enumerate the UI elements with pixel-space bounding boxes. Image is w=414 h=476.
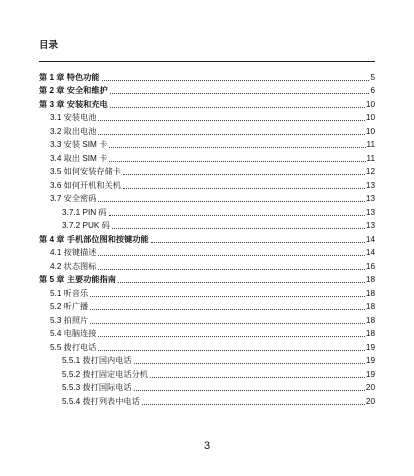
toc-entry-page: 18 (365, 275, 375, 284)
toc-entry[interactable] (39, 339, 375, 353)
page-title: 目录 (39, 40, 59, 51)
toc-entry[interactable] (39, 299, 375, 313)
toc-entry-page: 13 (365, 180, 375, 190)
toc-entry-label: 5.5.4 拨打列表中电话 (62, 396, 140, 406)
toc-entry-label: 第 3 章 安装和充电 (39, 99, 108, 109)
toc-dot-leader (98, 201, 364, 202)
toc-dot-leader (98, 120, 364, 121)
toc-entry[interactable] (39, 393, 375, 407)
toc-dot-leader (134, 390, 365, 391)
toc-dot-leader (123, 188, 365, 189)
toc-dot-leader (102, 80, 370, 81)
toc-dot-leader (90, 309, 365, 310)
toc-entry-label: 3.2 取出电池 (50, 126, 97, 136)
toc-entry-label: 5.4 电脑连接 (50, 329, 97, 338)
toc-entry-page: 11 (366, 153, 375, 163)
toc-entry[interactable] (39, 258, 375, 272)
toc-entry-label: 5.5.3 拨打国际电话 (62, 383, 132, 392)
toc-entry[interactable] (39, 150, 375, 164)
toc-entry-label: 3.1 安装电池 (50, 113, 97, 122)
toc-dot-leader (98, 134, 364, 135)
toc-entry-label: 4.1 按键描述 (50, 248, 97, 257)
toc-entry-page: 16 (365, 261, 375, 271)
toc-entry-label: 5.5.1 拨打国内电话 (62, 356, 132, 365)
toc-entry-page: 18 (365, 315, 375, 325)
toc-entry-label: 5.2 听广播 (50, 302, 89, 311)
toc-entry[interactable] (39, 231, 375, 245)
toc-entry-page: 11 (366, 140, 375, 149)
toc-entry-page: 10 (365, 99, 375, 109)
toc-entry-label: 3.7.2 PUK 码 (62, 221, 110, 230)
toc-entry-page: 18 (365, 302, 375, 311)
toc-dot-leader (98, 336, 364, 337)
toc-dot-leader (98, 350, 364, 351)
toc-dot-leader (110, 93, 370, 94)
toc-entry[interactable] (39, 353, 375, 367)
toc-entry[interactable] (39, 164, 375, 178)
toc-entry[interactable] (39, 380, 375, 394)
toc-entry-page: 19 (365, 369, 375, 379)
toc-dot-leader (109, 147, 365, 148)
table-of-contents (39, 69, 375, 407)
toc-entry-label: 3.5 如何安装存储卡 (50, 167, 121, 176)
toc-entry[interactable] (39, 312, 375, 326)
toc-entry-label: 3.3 安装 SIM 卡 (50, 140, 108, 149)
toc-entry-page: 13 (365, 207, 375, 217)
toc-entry[interactable] (39, 96, 375, 110)
toc-dot-leader (98, 255, 364, 256)
toc-entry-label: 第 2 章 安全和维护 (39, 86, 108, 95)
toc-entry[interactable] (39, 137, 375, 151)
toc-entry[interactable] (39, 191, 375, 205)
toc-entry-page: 6 (370, 86, 375, 95)
toc-entry[interactable] (39, 272, 375, 286)
toc-entry[interactable] (39, 366, 375, 380)
toc-entry-label: 3.4 取出 SIM 卡 (50, 153, 108, 163)
toc-entry-label: 5.1 听音乐 (50, 288, 89, 298)
toc-entry-page: 20 (365, 383, 375, 392)
toc-entry[interactable] (39, 245, 375, 259)
toc-entry[interactable] (39, 218, 375, 232)
toc-entry[interactable] (39, 326, 375, 340)
toc-entry-label: 第 5 章 主要功能指南 (39, 275, 116, 284)
toc-entry-page: 10 (365, 126, 375, 136)
toc-entry[interactable] (39, 110, 375, 124)
toc-entry-page: 18 (365, 288, 375, 298)
toc-dot-leader (134, 363, 365, 364)
toc-entry[interactable] (39, 83, 375, 97)
toc-entry[interactable] (39, 285, 375, 299)
toc-dot-leader (118, 282, 365, 283)
toc-entry-label: 4.2 状态图标 (50, 261, 97, 271)
header-divider (39, 61, 375, 62)
toc-entry-page: 13 (365, 194, 375, 203)
toc-entry-page: 14 (365, 234, 375, 244)
page-number: 3 (203, 440, 211, 452)
toc-dot-leader (90, 296, 365, 297)
toc-entry-page: 10 (365, 113, 375, 122)
toc-dot-leader (98, 269, 364, 270)
toc-entry-label: 3.7.1 PIN 码 (62, 207, 107, 217)
toc-dot-leader (150, 377, 365, 378)
toc-dot-leader (109, 215, 365, 216)
toc-entry-label: 5.5 拨打电话 (50, 342, 97, 352)
toc-entry[interactable] (39, 123, 375, 137)
toc-entry-page: 19 (365, 342, 375, 352)
toc-dot-leader (110, 107, 365, 108)
toc-entry[interactable] (39, 177, 375, 191)
toc-entry[interactable] (39, 69, 375, 83)
toc-dot-leader (112, 228, 365, 229)
toc-dot-leader (142, 404, 365, 405)
toc-entry-page: 14 (365, 248, 375, 257)
toc-dot-leader (123, 174, 365, 175)
toc-entry-page: 12 (365, 167, 375, 176)
toc-entry-label: 5.5.2 拨打固定电话分机 (62, 369, 148, 379)
toc-entry-label: 第 4 章 手机部位图和按键功能 (39, 234, 149, 244)
toc-dot-leader (109, 161, 365, 162)
toc-entry-label: 3.6 如何开机和关机 (50, 180, 121, 190)
toc-entry-label: 3.7 安全密码 (50, 194, 97, 203)
toc-entry[interactable] (39, 204, 375, 218)
toc-entry-page: 18 (365, 329, 375, 338)
toc-entry-label: 第 1 章 特色功能 (39, 72, 100, 82)
toc-entry-page: 20 (365, 396, 375, 406)
toc-entry-page: 19 (365, 356, 375, 365)
toc-entry-label: 5.3 拍照片 (50, 315, 89, 325)
toc-dot-leader (151, 242, 365, 243)
page-header (39, 40, 375, 62)
toc-entry-page: 5 (370, 72, 375, 82)
toc-entry-page: 13 (365, 221, 375, 230)
toc-dot-leader (90, 323, 365, 324)
